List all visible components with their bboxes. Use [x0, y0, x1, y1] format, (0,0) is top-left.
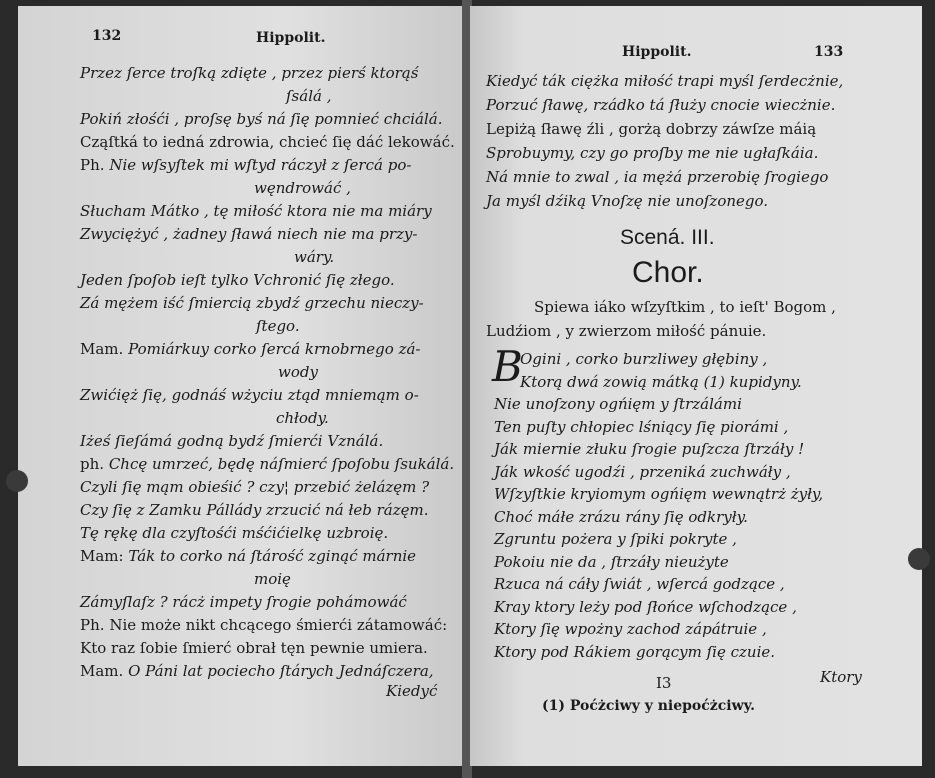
verse-line: Kray ktory leży pod ſłońce wſchodzące , — [494, 597, 797, 616]
left-text-line — [276, 409, 329, 427]
line-text: Tę rękę dla czyſtośći mśćićielkę uzbroię. — [80, 524, 389, 542]
left-text-line — [80, 64, 418, 82]
signature-mark: I3 — [656, 674, 672, 692]
line-text: Zámyſlaſz ? rácż impety ſrogie pohámowáć — [80, 593, 407, 611]
right-page-number: 133 — [814, 44, 844, 60]
left-text-line — [80, 524, 388, 542]
verse-line: Ják wkość ugodźi , przeniká zuchwáły , — [494, 462, 791, 481]
left-text-line — [80, 225, 417, 243]
line-text: wody — [278, 363, 318, 381]
line-text: ſtego. — [256, 317, 300, 335]
line-text: Ták to corko ná ſtárość zginąć márnie — [128, 547, 417, 565]
line-text: Zwićięż ſię, godnáś wżyciu ztąd mniemąm o- — [80, 386, 419, 404]
line-text: chłody. — [276, 409, 329, 427]
drop-cap: B — [492, 342, 523, 391]
speaker-label: Ph. — [80, 156, 105, 174]
left-text-line — [256, 317, 300, 335]
left-text-line — [80, 271, 395, 289]
right-text-line: Lepiżą ſławę źli , gorżą dobrzy záwſze máią — [486, 120, 817, 138]
left-text-line — [80, 386, 419, 404]
left-text-line — [80, 156, 411, 174]
line-text: Iżeś ſieſámá godną bydź ſmierći Vználá. — [80, 432, 384, 450]
left-text-line — [80, 478, 429, 496]
right-catchword: Ktory — [820, 668, 862, 686]
left-text-line — [294, 248, 334, 266]
line-text: węndrowáć , — [254, 179, 351, 197]
speaker-label: Mam. — [80, 662, 124, 680]
line-text: ſsálá , — [286, 87, 332, 105]
verse-line: Ktory ſię wpożny zachod zápátruie , — [494, 620, 767, 638]
left-page-number: 132 — [92, 28, 122, 44]
left-text-line — [80, 662, 434, 680]
right-running-head: Hippolit. — [622, 44, 692, 60]
line-text: Jeden ſpoſob ieſt tylko Vchronić ſię złego. — [80, 271, 395, 289]
verse-line: Zgruntu pożera y ſpiki pokryte , — [494, 530, 737, 548]
line-text: Zwyciężyć , żadney ſławá niech nie ma przy- — [80, 225, 418, 243]
left-text-line — [80, 202, 432, 220]
speaker-label: Mam: — [80, 547, 124, 565]
left-text-line — [80, 593, 407, 611]
line-text: moię — [254, 570, 291, 588]
line-text: Nie wſsyſtek mi wſtyd ráczył z ſercá po- — [109, 156, 412, 174]
line-text: Czy ſię z Zamku Pállády zrzucić ná łeb rázęm. — [80, 501, 429, 519]
left-text-line — [286, 87, 331, 105]
right-page — [470, 6, 922, 766]
verse-line: Ktory pod Rákiem gorącym ſię czuie. — [494, 642, 776, 661]
line-text: Nie może nikt chcącego śmierći zátamowáć: — [109, 616, 448, 634]
left-text-line — [80, 455, 454, 473]
line-text: Kto raz ſobie ſmierć obrał tęn pewnie umiera. — [80, 639, 428, 657]
line-text: Pomiárkuy corko ſercá krnobrnego zá- — [128, 340, 421, 358]
binding-hole-right — [908, 548, 930, 570]
binding-hole-left — [6, 470, 28, 492]
left-text-line — [80, 501, 429, 519]
line-text: Przez ſerce troſką zdięte , przez pierś ktorąś — [80, 64, 419, 82]
left-text-line — [278, 363, 318, 381]
line-text: Cząſtká to iedná zdrowia, chcieć ſię dáć lekowáć. — [80, 133, 455, 151]
left-text-line — [80, 616, 447, 634]
right-text-line: Kiedyć ták ciężka miłość trapi myśl ſerdecżnie, — [486, 72, 844, 90]
verse-line: Ják miernie złuku ſrogie puſzcza ſtrzáły ! — [494, 440, 805, 458]
left-text-line — [80, 133, 455, 151]
verse-line: Wſzyſtkie kryiomym ogńięm wewnątrż żyły, — [494, 485, 824, 503]
verse-line: Rzuca ná cáły ſwiát , wſercá godzące , — [494, 575, 785, 593]
line-text: Czyli ſię mąm obieśić ? czy¦ przebić żelázęm ? — [80, 478, 430, 496]
left-text-line — [80, 547, 416, 565]
right-text-line: Porzuć ſławę, rzádko tá ſłuży cnocie wiecżnie. — [486, 96, 836, 114]
verse-line: Nie unoſzony ogńięm y ſtrzálámi — [494, 395, 742, 413]
line-text: Zá mężem iść ſmiercią zbydź grzechu nieczy- — [80, 294, 424, 312]
verse-line: Ogini , corko burzliwey głębiny , — [520, 350, 768, 368]
left-text-line — [80, 340, 421, 358]
left-page — [18, 6, 466, 766]
speaker-label: Mam. — [80, 340, 124, 358]
left-catchword: Kiedyć — [386, 682, 438, 700]
stage-direction-line-1: Spiewa iáko wſzyſtkim , to ieſt' Bogom , — [534, 298, 836, 316]
verse-line: Choć máłe zrázu rány ſię odkryły. — [494, 507, 748, 526]
line-text: Chcę umrzeć, będę náſmierć ſpoſobu ſsukálá. — [108, 455, 455, 473]
chorus-title: Chor. — [632, 256, 704, 289]
verse-line: Pokoiu nie da , ſtrzáły nieużyte — [494, 552, 729, 571]
speaker-label: Ph. — [80, 616, 105, 634]
stage-direction-line-2: Ludźiom , y zwierzom miłość pánuie. — [486, 322, 767, 340]
line-text: O Páni lat pociecho ſtárych Jednáſczera, — [128, 662, 434, 680]
left-text-line — [254, 570, 291, 588]
left-text-line — [80, 432, 383, 450]
footnote: (1) Poćżciwy y niepoćżciwy. — [542, 698, 756, 714]
line-text: Słucham Mátko , tę miłość ktora nie ma miáry — [80, 202, 432, 220]
right-text-line: Sprobuymy, czy go proſby me nie ugłaſkáia. — [486, 144, 819, 162]
left-text-line — [254, 179, 351, 197]
verse-line: Ktorą dwá zowią mátką (1) kupidyny. — [520, 372, 802, 391]
left-text-line — [80, 294, 424, 312]
speaker-label: ph. — [80, 455, 105, 473]
left-text-line — [80, 110, 443, 128]
line-text: Pokiń złośći , proſsę byś ná ſię pomnieć chciálá. — [80, 110, 443, 128]
verse-line: Ten puſty chłopiec lśniący ſię piorámi , — [494, 417, 789, 436]
left-text-line — [80, 639, 428, 657]
right-text-line: Ja myśl dźiką Vnoſzę nie unoſzonego. — [486, 192, 769, 210]
right-text-line: Ná mnie to zwal , ia mężá przerobię ſrogiego — [486, 168, 829, 186]
scene-title: Scená. III. — [620, 226, 715, 249]
left-running-head: Hippolit. — [256, 30, 326, 46]
line-text: wáry. — [294, 248, 335, 266]
